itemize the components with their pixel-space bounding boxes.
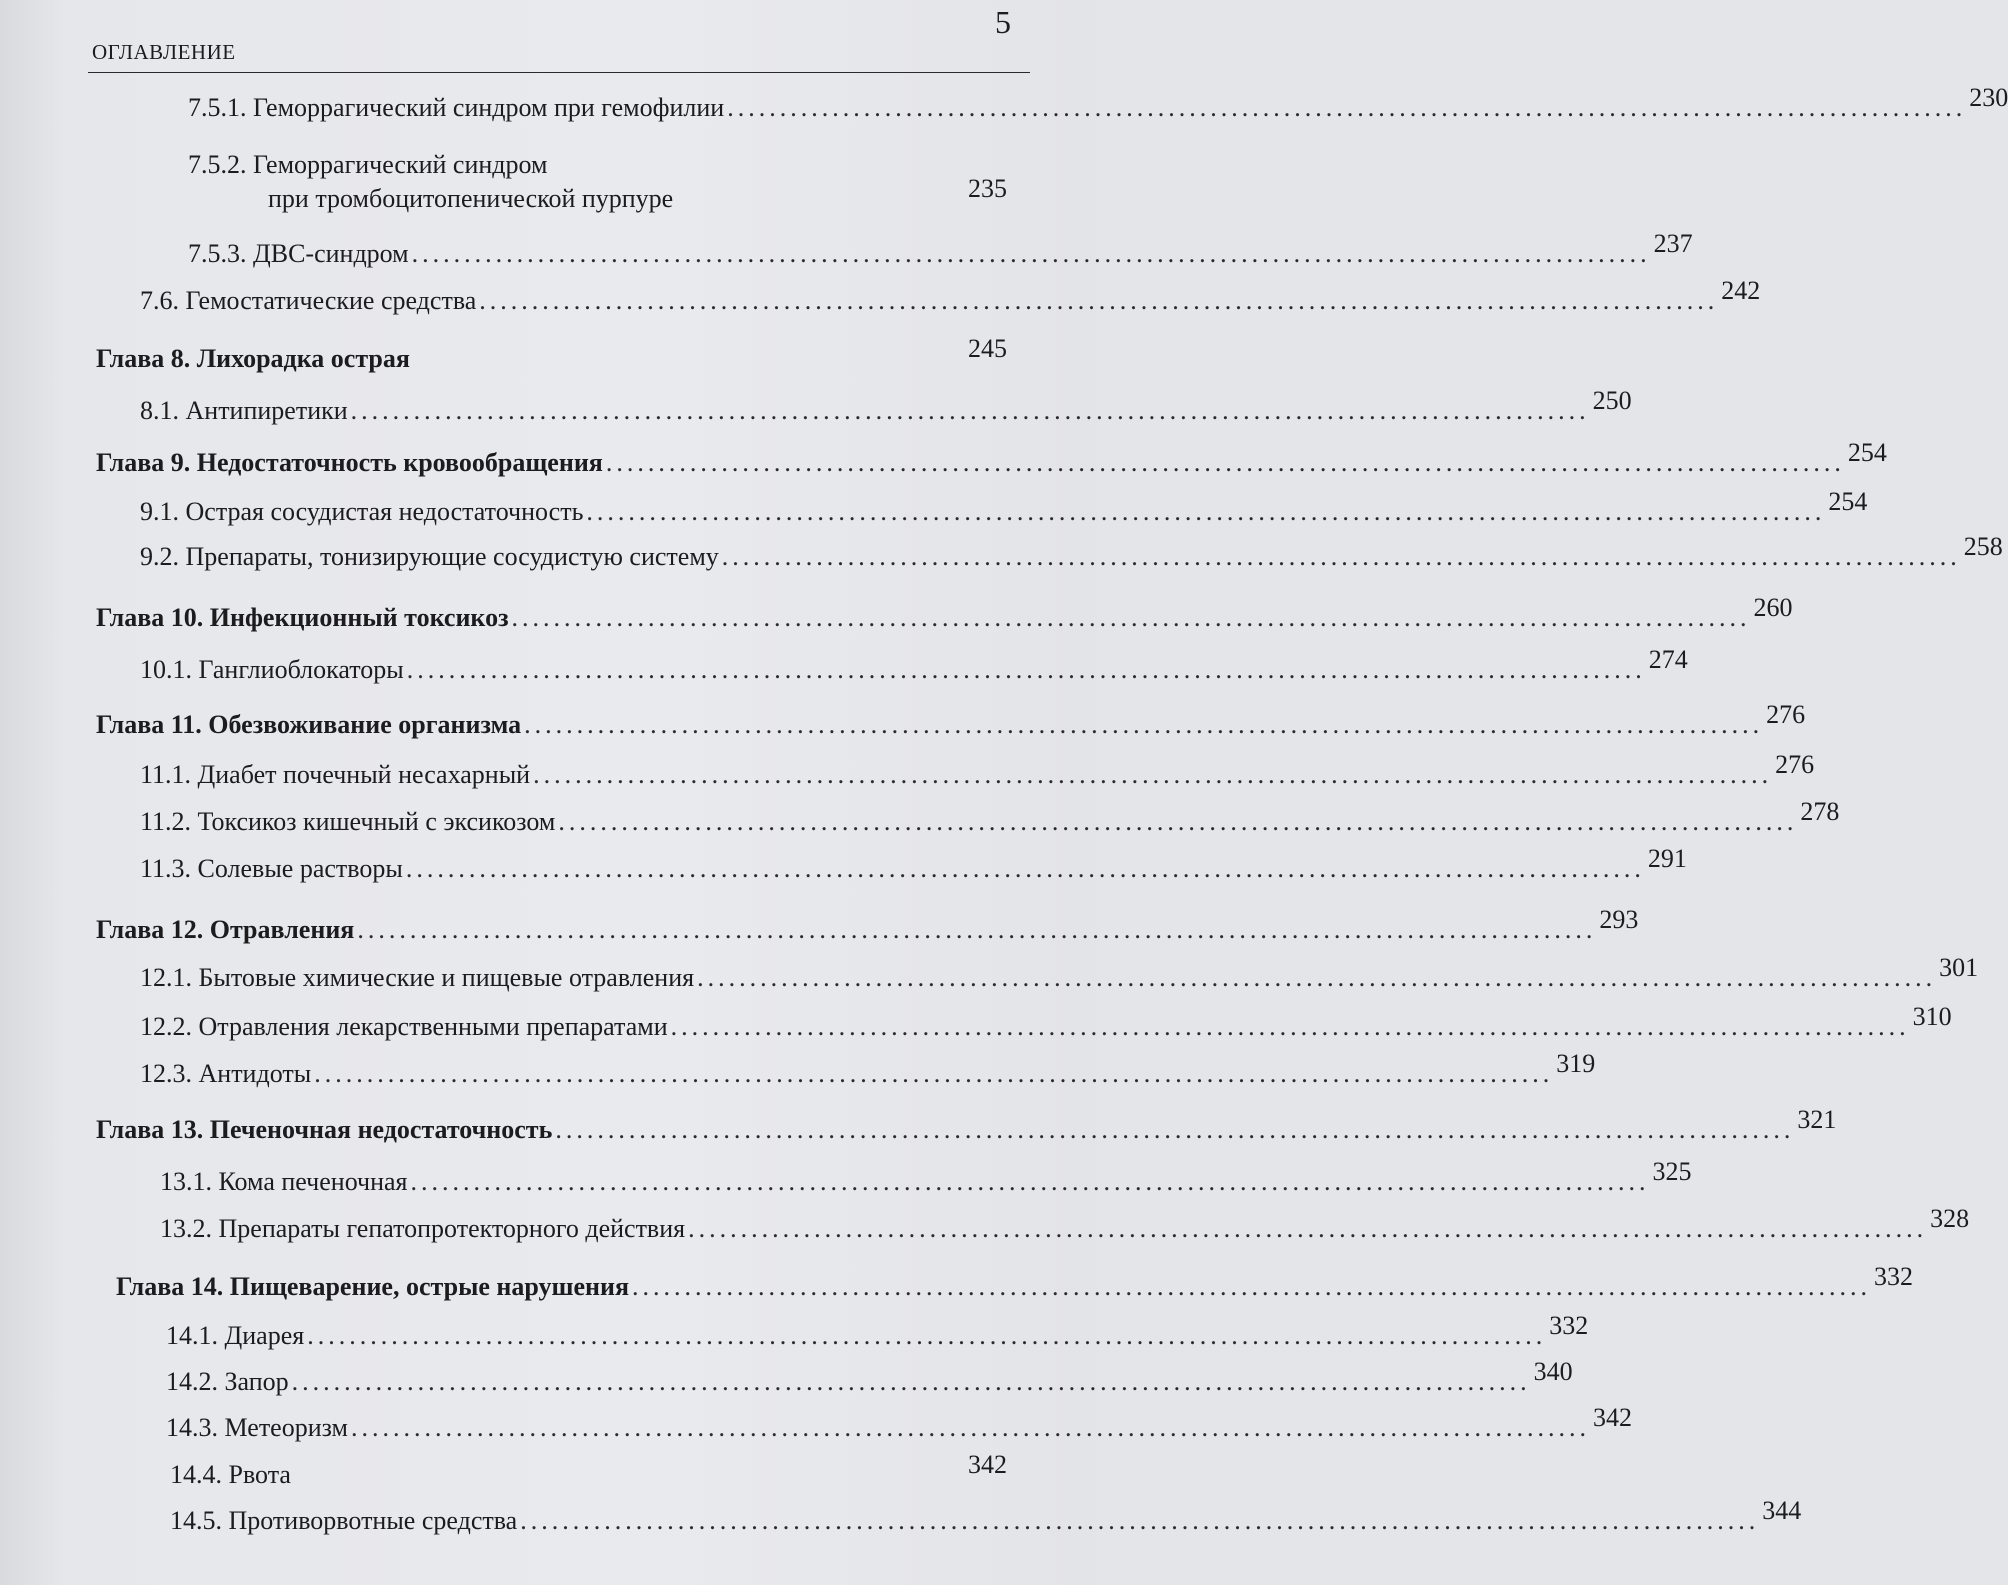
toc-entry-page: 237 (1653, 229, 1693, 258)
toc-entry-page: 291 (1647, 844, 1687, 873)
toc-leader-dots: ...................................................................................................................... (586, 497, 1826, 526)
toc-entry-title: 8.1. Антипиретики (140, 396, 348, 425)
toc-leader-dots: ...................................................................................................................... (351, 1413, 1590, 1442)
toc-leader-dots: ...................................................................................................................... (357, 915, 1597, 944)
toc-entry-title: Глава 9. Недостаточность кровообращения (96, 448, 603, 477)
toc-entry-page: 235 (968, 174, 1007, 203)
toc-entry-page: 319 (1556, 1049, 1596, 1078)
toc-leader-dots: ...................................................................................................................... (307, 1321, 1547, 1350)
toc-entry-title: Глава 13. Печеночная недостаточность (96, 1115, 553, 1144)
toc-leader-dots: ...................................................................................................................... (605, 448, 1845, 477)
toc-leader-dots: ...................................................................................................................... (524, 710, 1764, 739)
toc-leader-dots: ...................................................................................................................... (688, 1214, 1928, 1243)
toc-entry (140, 645, 1688, 686)
toc-entry (140, 276, 1761, 317)
toc-entry-page: 278 (1800, 797, 1840, 826)
toc-leader-dots: ...................................................................................................................... (511, 603, 1751, 632)
toc-entry-page: 230 (1969, 83, 2008, 112)
toc-leader-dots: ...................................................................................................................... (406, 655, 1646, 684)
toc-entry-title: 14.2. Запор (166, 1367, 289, 1396)
toc-chapter-entry (96, 905, 1639, 946)
toc-entry-page: 254 (1828, 487, 1868, 516)
toc-entry-title: Глава 11. Обезвоживание организма (96, 710, 522, 739)
toc-leader-dots: ...................................................................................................................... (314, 1059, 1554, 1088)
toc-chapter-entry (116, 1262, 1914, 1303)
toc-entry-page: 332 (1549, 1311, 1589, 1340)
toc-entry-title: 14.1. Диарея (166, 1321, 305, 1350)
toc-entry-page: 276 (1775, 750, 1815, 779)
toc-entry-page: 258 (1963, 532, 2003, 561)
running-title: ОГЛАВЛЕНИЕ (92, 40, 236, 64)
toc-leader-dots: ...................................................................................................................... (405, 854, 1645, 883)
toc-leader-dots: ...................................................................................................................... (350, 396, 1590, 425)
toc-entry-title: Глава 14. Пищеварение, острые нарушения (116, 1272, 630, 1301)
toc-entry-title: 11.3. Солевые растворы (140, 854, 403, 883)
toc-entry-title: 11.2. Токсикоз кишечный с эксикозом (140, 807, 556, 836)
toc-entry-page: 325 (1652, 1157, 1692, 1186)
toc-entry-title: 14.3. Метеоризм (166, 1413, 348, 1442)
toc-entry-page: 332 (1874, 1262, 1914, 1291)
toc-entry (166, 1311, 1589, 1352)
toc-entry-title: 10.1. Ганглиоблокаторы (140, 655, 404, 684)
toc-entry-title: 7.5.3. ДВС-синдром (188, 239, 409, 268)
toc-entry-page: 274 (1648, 645, 1688, 674)
toc-entry-title-continued: при тромбоцитопенической пурпуре (268, 184, 674, 213)
toc-entry-page: 245 (968, 334, 1007, 363)
toc-entry-page: 260 (1753, 593, 1793, 622)
toc-entry (140, 1002, 1952, 1043)
toc-entry-page: 242 (1721, 276, 1761, 305)
toc-leader-dots: ...................................................................................................................... (555, 1115, 1795, 1144)
toc-chapter-entry (96, 700, 1806, 741)
toc-entry-title: 11.1. Диабет почечный несахарный (140, 760, 531, 789)
toc-entry (140, 1049, 1596, 1090)
toc-chapter-entry (96, 593, 1793, 634)
toc-entry (166, 1403, 1632, 1444)
toc-leader-dots: ...................................................................................................................... (670, 1012, 1910, 1041)
toc-entry (188, 229, 1693, 270)
toc-leader-dots: ...................................................................................................................... (721, 542, 1961, 571)
toc-leader-dots: ...................................................................................................................... (291, 1367, 1531, 1396)
toc-leader-dots: ...................................................................................................................... (632, 1272, 1872, 1301)
toc-entry-title: 14.4. Рвота (170, 1460, 291, 1489)
toc-chapter-entry (96, 334, 1007, 375)
toc-chapter-entry (96, 1105, 1837, 1146)
toc-entry (140, 532, 2003, 573)
toc-leader-dots: ...................................................................................................................... (410, 1167, 1650, 1196)
toc-leader-dots: ...................................................................................................................... (727, 93, 1967, 122)
toc-entry-title: 7.5.2. Геморрагический синдром (188, 150, 548, 179)
toc-entry-page: 310 (1912, 1002, 1952, 1031)
toc-entry-page: 344 (1762, 1496, 1802, 1525)
toc-entry (188, 83, 2008, 124)
toc-entry-title: 7.5.1. Геморрагический синдром при гемофилии (188, 93, 725, 122)
toc-entry-page: 321 (1797, 1105, 1837, 1134)
toc-entry-page: 342 (1593, 1403, 1632, 1432)
toc-entry-title: 12.1. Бытовые химические и пищевые отравления (140, 963, 695, 992)
toc-entry-page: 342 (968, 1450, 1007, 1479)
toc-entry-title: 12.3. Антидоты (140, 1059, 312, 1088)
toc-entry (140, 487, 1868, 528)
toc-entry-page: 340 (1533, 1357, 1573, 1386)
toc-entry-page: 293 (1599, 905, 1639, 934)
toc-entry-title: 9.2. Препараты, тонизирующие сосудистую систему (140, 542, 719, 571)
toc-entry-title: 14.5. Противорвотные средства (170, 1506, 518, 1535)
toc-entry (140, 750, 1815, 791)
toc-leader-dots: ...................................................................................................................... (558, 807, 1798, 836)
toc-leader-dots: ...................................................................................................................... (533, 760, 1773, 789)
toc-entry-title: 13.2. Препараты гепатопротекторного действия (160, 1214, 686, 1243)
toc-leader-dots: ...................................................................................................................... (479, 286, 1719, 315)
toc-entry-title: 7.6. Гемостатические средства (140, 286, 477, 315)
toc-entry (140, 386, 1632, 427)
toc-leader-dots: ...................................................................................................................... (411, 239, 1651, 268)
toc-entry (268, 174, 1007, 215)
toc-leader-dots: ...................................................................................................................... (697, 963, 1937, 992)
toc-entry (140, 844, 1687, 885)
toc-entry (166, 1357, 1573, 1398)
toc-entry-page: 250 (1592, 386, 1632, 415)
toc-entry-page: 301 (1939, 953, 1979, 982)
toc-chapter-entry (96, 438, 1887, 479)
toc-entry (140, 953, 1979, 994)
toc-entry (170, 1496, 1802, 1537)
toc-entry-page: 328 (1930, 1204, 1970, 1233)
toc-entry (160, 1157, 1692, 1198)
toc-entry-title: 13.1. Кома печеночная (160, 1167, 408, 1196)
toc-entry-title: 12.2. Отравления лекарственными препаратами (140, 1012, 668, 1041)
toc-entry-title: Глава 8. Лихорадка острая (96, 344, 410, 373)
toc-leader-dots: ...................................................................................................................... (520, 1506, 1760, 1535)
page-number: 5 (995, 4, 1011, 40)
toc-entry-title: Глава 10. Инфекционный токсикоз (96, 603, 509, 632)
toc-entry-page: 276 (1766, 700, 1806, 729)
toc-entry (140, 797, 1840, 838)
toc-entry-page: 254 (1847, 438, 1887, 467)
toc-entry-title: Глава 12. Отравления (96, 915, 355, 944)
toc-entry-title: 9.1. Острая сосудистая недостаточность (140, 497, 584, 526)
toc-entry (160, 1204, 1970, 1245)
toc-entry (170, 1450, 1007, 1491)
